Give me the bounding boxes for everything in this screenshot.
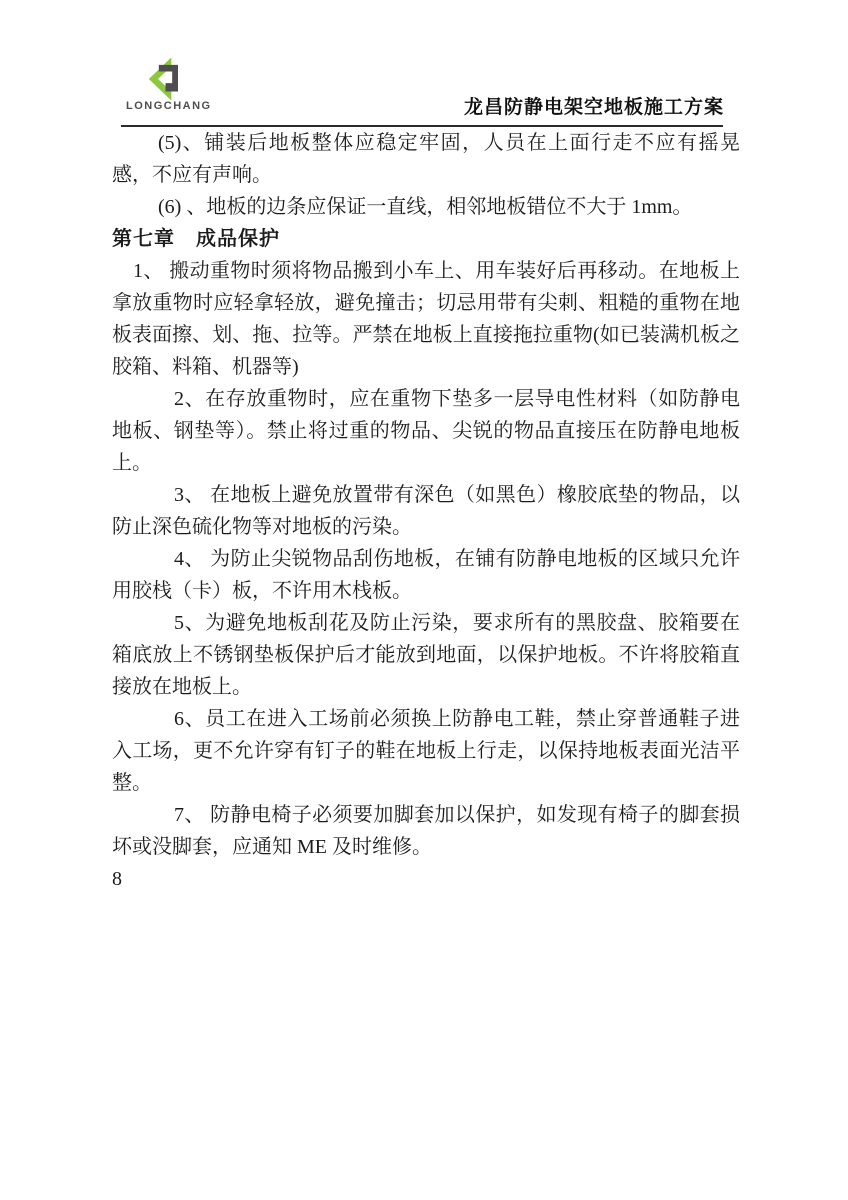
protection-item-4: 4、 为防止尖锐物品刮伤地板，在铺有防静电地板的区域只允许用胶栈（卡）板，不许用木栈板。 — [112, 548, 740, 602]
document-header-title: 龙昌防静电架空地板施工方案 — [463, 97, 724, 118]
protection-item-1: 1、 搬动重物时须将物品搬到小车上、用车装好后再移动。在地板上拿放重物时应轻拿轻放，避免撞击；切忌用带有尖刺、粗糙的重物在地板表面擦、划、拖、拉等。严禁在地板上直接拖拉重物(如已装满机板之胶箱、料箱、机器等) — [112, 260, 740, 378]
page-number: 8 — [112, 868, 122, 890]
logo-text: LONGCHANG — [126, 100, 212, 112]
list-item-5: (5)、铺装后地板整体应稳定牢固，人员在上面行走不应有摇晃感，不应有声响。 — [112, 132, 740, 186]
page-content — [112, 127, 740, 895]
longchang-logo-icon — [138, 54, 188, 104]
protection-item-5: 5、为避免地板刮花及防止污染，要求所有的黑胶盘、胶箱要在箱底放上不锈钢垫板保护后才能放到地面，以保护地板。不许将胶箱直接放在地板上。 — [112, 612, 740, 698]
protection-item-3: 3、 在地板上避免放置带有深色（如黑色）橡胶底垫的物品，以防止深色硫化物等对地板的污染。 — [112, 484, 740, 538]
protection-item-7: 7、 防静电椅子必须要加脚套加以保护，如发现有椅子的脚套损坏或没脚套，应通知 ME 及时维修。 — [112, 804, 740, 858]
list-item-6: (6) 、地板的边条应保证一直线，相邻地板错位不大于 1mm。 — [158, 196, 693, 218]
protection-item-2: 2、在存放重物时，应在重物下垫多一层导电性材料（如防静电地板、钢垫等）。禁止将过重的物品、尖锐的物品直接压在防静电地板上。 — [112, 388, 740, 474]
chapter-title: 第七章 成品保护 — [112, 228, 280, 250]
protection-item-6: 6、员工在进入工场前必须换上防静电工鞋，禁止穿普通鞋子进入工场，更不允许穿有钉子的鞋在地板上行走，以保持地板表面光洁平整。 — [112, 708, 740, 794]
